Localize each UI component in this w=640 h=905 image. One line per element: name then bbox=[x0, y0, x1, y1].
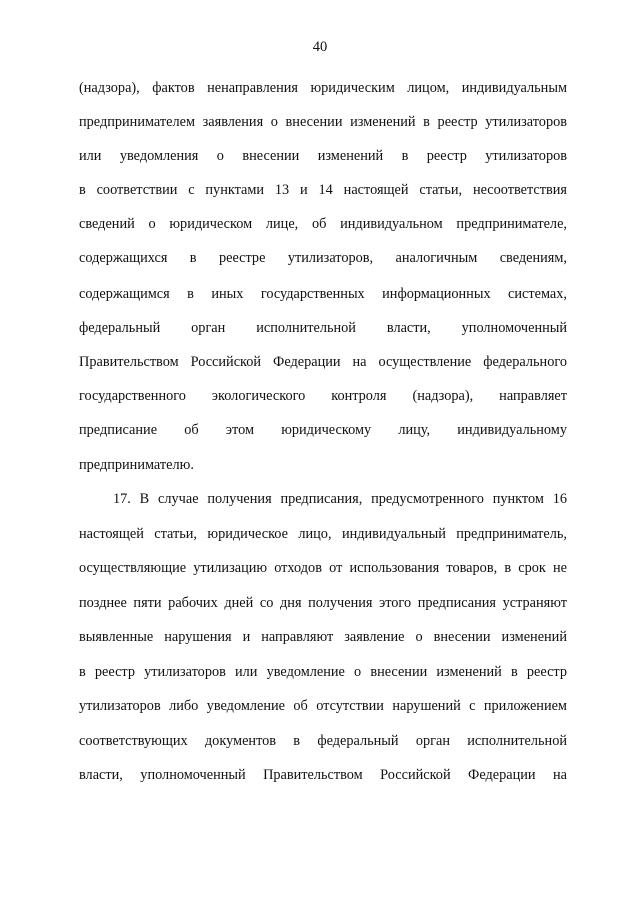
paragraph-first-line: 17. В случае получения предписания, предусмотренного пунктом 16 bbox=[113, 491, 567, 507]
page-number: 40 bbox=[312, 39, 328, 55]
text-line: власти, уполномоченный Правительством Российской Федерации на bbox=[79, 767, 567, 783]
text-line: федеральный орган исполнительной власти, уполномоченный bbox=[79, 320, 567, 336]
paragraph-end-line: предпринимателю. bbox=[79, 457, 194, 473]
text-line: утилизаторов либо уведомление об отсутствии нарушений с приложением bbox=[79, 698, 567, 714]
text-line: сведений о юридическом лице, об индивидуальном предпринимателе, bbox=[79, 216, 567, 232]
text-line: настоящей статьи, юридическое лицо, индивидуальный предприниматель, bbox=[79, 526, 567, 542]
text-line: государственного экологического контроля (надзора), направляет bbox=[79, 388, 567, 404]
text-line: выявленные нарушения и направляют заявление о внесении изменений bbox=[79, 629, 567, 645]
text-line: в реестр утилизаторов или уведомление о внесении изменений в реестр bbox=[79, 664, 567, 680]
text-line: осуществляющие утилизацию отходов от использования товаров, в срок не bbox=[79, 560, 567, 576]
text-line: в соответствии с пунктами 13 и 14 настоящей статьи, несоответствия bbox=[79, 182, 567, 198]
text-line: содержащимся в иных государственных информационных системах, bbox=[79, 286, 567, 302]
text-line: позднее пяти рабочих дней со дня получения этого предписания устраняют bbox=[79, 595, 567, 611]
text-line: содержащихся в реестре утилизаторов, аналогичным сведениям, bbox=[79, 250, 567, 266]
text-line: или уведомления о внесении изменений в реестр утилизаторов bbox=[79, 148, 567, 164]
text-line: соответствующих документов в федеральный орган исполнительной bbox=[79, 733, 567, 749]
text-line: предпринимателем заявления о внесении изменений в реестр утилизаторов bbox=[79, 114, 567, 130]
text-line: предписание об этом юридическому лицу, индивидуальному bbox=[79, 422, 567, 438]
text-line: Правительством Российской Федерации на осуществление федерального bbox=[79, 354, 567, 370]
text-line: (надзора), фактов ненаправления юридическим лицом, индивидуальным bbox=[79, 80, 567, 96]
